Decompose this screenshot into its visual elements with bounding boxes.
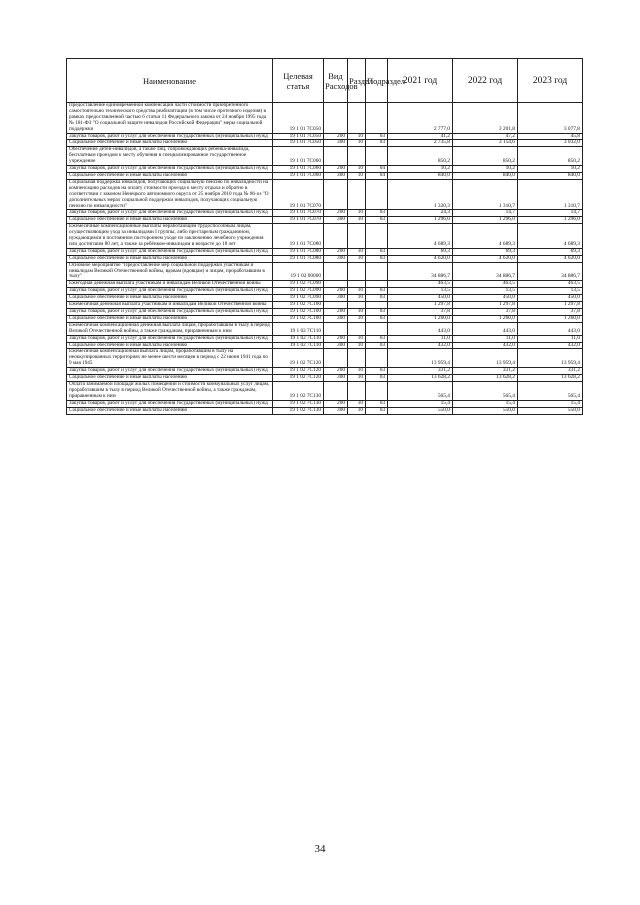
row-name: Ежемесячная компенсационная выплата лицам, проработавшим в тылу на неоккупированных территориях не менее шести месяцев в период с 22 июня 1941 года по 9 мая 1945 <box>67 349 273 368</box>
row-expense-kind: 300 <box>324 407 348 414</box>
row-value-2022: 565,4 <box>453 381 518 400</box>
row-name: Основное мероприятие "Предоставление мер социальной поддержки участникам и инвалидам Великой Отечественной войны, вдовам (вдовцам) и лицам, проработавшим в тылу" <box>67 262 273 281</box>
header-target-article: Целевая статья <box>273 59 324 103</box>
row-target-article: 19 1 02 7С120 <box>273 375 324 382</box>
row-subsection <box>366 103 388 134</box>
row-expense-kind: 300 <box>324 217 348 224</box>
row-name: Ежемесячная денежная выплата участникам и инвалидам Великой Отечественной войны <box>67 302 273 309</box>
row-value-2022: 37,8 <box>453 309 518 316</box>
row-section: 10 <box>348 217 366 224</box>
row-value-2023: 14,7 <box>518 210 583 217</box>
row-value-2022: 3 154,6 <box>453 140 518 147</box>
row-name: Обеспечение детей-инвалидов, а также лиц, сопровождающих ребёнка-инвалида, бесплатным проездом к месту обучения в специализированное государственное учреждение <box>67 147 273 166</box>
row-value-2023: 840,0 <box>518 172 583 179</box>
row-value-2021: 432,0 <box>388 342 453 349</box>
header-year-2022: 2022 год <box>453 59 518 103</box>
row-section <box>348 322 366 335</box>
row-expense-kind <box>324 147 348 166</box>
row-value-2021: 4 620,0 <box>388 255 453 262</box>
row-value-2021: 4 689,3 <box>388 224 453 249</box>
row-name: Закупка товаров, работ и услуг для обеспечения государственных (муниципальных) нужд <box>67 133 273 140</box>
row-section: 10 <box>348 400 366 407</box>
row-expense-kind: 200 <box>324 400 348 407</box>
row-subsection: 03 <box>366 342 388 349</box>
row-target-article: 19 1 02 7С100 <box>273 309 324 316</box>
row-expense-kind: 200 <box>324 288 348 295</box>
row-name: Социальное обеспечение и иные выплаты населению <box>67 217 273 224</box>
row-subsection <box>366 224 388 249</box>
row-target-article: 19 1 02 7С090 <box>273 281 324 288</box>
row-subsection: 03 <box>366 133 388 140</box>
row-value-2021: 37,8 <box>388 309 453 316</box>
row-value-2023: 69,3 <box>518 248 583 255</box>
row-expense-kind <box>324 179 348 210</box>
row-target-article: 19 1 02 00000 <box>273 262 324 281</box>
row-subsection <box>366 179 388 210</box>
row-expense-kind: 200 <box>324 368 348 375</box>
row-section: 10 <box>348 368 366 375</box>
header-subsection: Подраздел <box>366 59 388 103</box>
row-value-2022: 11,0 <box>453 335 518 342</box>
row-value-2022: 13 959,4 <box>453 349 518 368</box>
row-value-2023: 1 260,0 <box>518 315 583 322</box>
row-value-2022: 443,0 <box>453 322 518 335</box>
table-row <box>67 179 583 210</box>
row-subsection: 03 <box>366 309 388 316</box>
row-section: 10 <box>348 342 366 349</box>
row-value-2023: 3 077,8 <box>518 103 583 134</box>
row-value-2021: 13 959,4 <box>388 349 453 368</box>
row-expense-kind: 200 <box>324 309 348 316</box>
header-name: Наименование <box>67 59 273 103</box>
row-value-2023: 450,0 <box>518 295 583 302</box>
row-target-article: 19 1 02 7С130 <box>273 407 324 414</box>
row-value-2023: 13,5 <box>518 288 583 295</box>
row-target-article: 19 1 02 7С090 <box>273 288 324 295</box>
row-name: Оплата занимаемой площади жилых помещений и стоимости коммунальных услуг лицам, проработавшим в тылу в период Великой Отечественной войны, а также гражданам, приравненным к ним <box>67 381 273 400</box>
row-subsection: 03 <box>366 375 388 382</box>
table-row <box>67 103 583 134</box>
row-value-2023: 443,0 <box>518 322 583 335</box>
row-subsection <box>366 147 388 166</box>
header-year-2023: 2023 год <box>518 59 583 103</box>
row-value-2021: 13 628,2 <box>388 375 453 382</box>
row-value-2021: 2 735,8 <box>388 140 453 147</box>
row-value-2021: 11,0 <box>388 335 453 342</box>
row-value-2022: 840,0 <box>453 172 518 179</box>
row-value-2022: 1 297,8 <box>453 302 518 309</box>
row-target-article: 19 1 02 7С110 <box>273 335 324 342</box>
row-expense-kind: 300 <box>324 172 348 179</box>
row-target-article: 19 1 02 7С130 <box>273 381 324 400</box>
row-target-article: 19 1 01 7С050 <box>273 103 324 134</box>
row-section: 10 <box>348 295 366 302</box>
row-value-2021: 1 296,0 <box>388 217 453 224</box>
row-section: 10 <box>348 407 366 414</box>
table-row <box>67 349 583 368</box>
row-subsection <box>366 349 388 368</box>
row-section <box>348 381 366 400</box>
row-value-2023: 1 297,8 <box>518 302 583 309</box>
row-target-article: 19 1 02 7С100 <box>273 302 324 309</box>
row-target-article: 19 1 02 7С100 <box>273 315 324 322</box>
row-name: Ежегодная денежная выплата участникам и инвалидам Великой Отечественной войны <box>67 281 273 288</box>
row-section: 10 <box>348 309 366 316</box>
row-section <box>348 224 366 249</box>
row-value-2021: 24,3 <box>388 210 453 217</box>
row-value-2023: 4 689,3 <box>518 224 583 249</box>
row-name: Социальное обеспечение и иные выплаты населению <box>67 255 273 262</box>
row-section <box>348 262 366 281</box>
row-value-2022: 432,0 <box>453 342 518 349</box>
row-expense-kind: 200 <box>324 133 348 140</box>
row-name: Социальное обеспечение и иные выплаты населению <box>67 295 273 302</box>
row-subsection <box>366 322 388 335</box>
row-name: Закупка товаров, работ и услуг для обеспечения государственных (муниципальных) нужд <box>67 335 273 342</box>
row-value-2021: 565,4 <box>388 381 453 400</box>
row-name: Ежемесячные компенсационные выплаты неработающим трудоспособным лицам, осуществляющим уход за инвалидами I группы, либо престарелым гражданином, нуждающимся в постоянном постороннем уходе по заключению лечебного учреждения или достигшим 80 лет, а также за ребёнком-инвалидом в возрасте до 18 лет <box>67 224 273 249</box>
row-section: 10 <box>348 140 366 147</box>
row-name: Закупка товаров, работ и услуг для обеспечения государственных (муниципальных) нужд <box>67 248 273 255</box>
row-value-2021: 463,5 <box>388 281 453 288</box>
row-section: 10 <box>348 133 366 140</box>
row-subsection <box>366 262 388 281</box>
row-subsection: 03 <box>366 210 388 217</box>
table-row <box>67 147 583 166</box>
row-expense-kind: 300 <box>324 255 348 262</box>
row-section: 10 <box>348 335 366 342</box>
row-value-2022: 450,0 <box>453 295 518 302</box>
row-value-2023: 550,0 <box>518 407 583 414</box>
row-value-2021: 34 886,7 <box>388 262 453 281</box>
row-target-article: 19 1 02 7С120 <box>273 349 324 368</box>
row-target-article: 19 1 01 7С050 <box>273 133 324 140</box>
row-value-2021: 10,2 <box>388 166 453 173</box>
table-header-row <box>67 59 583 103</box>
row-section: 10 <box>348 288 366 295</box>
row-value-2021: 1 260,0 <box>388 315 453 322</box>
row-target-article: 19 1 02 7С130 <box>273 400 324 407</box>
row-name: Социальное обеспечение и иные выплаты населению <box>67 172 273 179</box>
row-name: Предоставление единовременной компенсации части стоимости приобретенного самостоятельно технического средства реабилитации (в том числе протезного изделия) в рамках предоставленной частью 6 статьи 11 Федерального закона от 24 ноября 1995 года № 181-ФЗ "О социальной защите инвалидов Российской Федерации" меры социальной поддержки <box>67 103 273 134</box>
row-subsection: 03 <box>366 315 388 322</box>
row-name: Закупка товаров, работ и услуг для обеспечения государственных (муниципальных) нужд <box>67 400 273 407</box>
row-section: 10 <box>348 315 366 322</box>
row-subsection: 03 <box>366 288 388 295</box>
row-value-2023: 13 628,2 <box>518 375 583 382</box>
row-expense-kind <box>324 224 348 249</box>
row-value-2023: 15,4 <box>518 400 583 407</box>
header-year-2021: 2021 год <box>388 59 453 103</box>
row-value-2021: 2 777,0 <box>388 103 453 134</box>
header-section: Раздел <box>348 59 366 103</box>
row-section <box>348 179 366 210</box>
row-value-2022: 1 260,0 <box>453 315 518 322</box>
row-value-2022: 1 310,7 <box>453 179 518 210</box>
row-value-2022: 331,2 <box>453 368 518 375</box>
budget-table-sheet <box>66 58 582 415</box>
row-value-2022: 69,3 <box>453 248 518 255</box>
row-subsection: 03 <box>366 248 388 255</box>
row-target-article: 19 1 01 7С080 <box>273 255 324 262</box>
row-value-2023: 463,5 <box>518 281 583 288</box>
row-name: Ежемесячная компенсационная денежная выплата лицам, проработавшим в тылу в период Великой Отечественной войны, а также гражданам, приравненным к ним <box>67 322 273 335</box>
row-target-article: 19 1 01 7С080 <box>273 248 324 255</box>
row-value-2021: 13,5 <box>388 288 453 295</box>
row-value-2021: 1 297,8 <box>388 302 453 309</box>
row-name: Закупка товаров, работ и услуг для обеспечения государственных (муниципальных) нужд <box>67 166 273 173</box>
page-number: 34 <box>314 843 326 855</box>
row-value-2022: 850,2 <box>453 147 518 166</box>
row-subsection: 03 <box>366 217 388 224</box>
row-expense-kind <box>324 322 348 335</box>
row-name: Закупка товаров, работ и услуг для обеспечения государственных (муниципальных) нужд <box>67 288 273 295</box>
row-target-article: 19 1 02 7С110 <box>273 342 324 349</box>
row-value-2022: 550,0 <box>453 407 518 414</box>
row-value-2023: 850,2 <box>518 147 583 166</box>
row-target-article: 19 1 02 7С120 <box>273 368 324 375</box>
row-section: 10 <box>348 255 366 262</box>
row-target-article: 19 1 01 7С070 <box>273 210 324 217</box>
row-value-2022: 4 620,0 <box>453 255 518 262</box>
row-value-2023: 10,2 <box>518 166 583 173</box>
row-target-article: 19 1 01 7С070 <box>273 217 324 224</box>
row-value-2022: 10,2 <box>453 166 518 173</box>
row-name: Социальное обеспечение и иные выплаты населению <box>67 342 273 349</box>
row-value-2021: 450,0 <box>388 295 453 302</box>
row-expense-kind: 200 <box>324 166 348 173</box>
row-value-2023: 1 296,0 <box>518 217 583 224</box>
row-expense-kind: 200 <box>324 335 348 342</box>
table-row <box>67 262 583 281</box>
row-value-2022: 47,2 <box>453 133 518 140</box>
row-expense-kind <box>324 262 348 281</box>
row-value-2023: 34 886,7 <box>518 262 583 281</box>
row-target-article: 19 1 01 7С080 <box>273 224 324 249</box>
row-value-2022: 4 689,3 <box>453 224 518 249</box>
row-value-2021: 850,2 <box>388 147 453 166</box>
row-target-article: 19 1 01 7С070 <box>273 179 324 210</box>
row-subsection: 03 <box>366 400 388 407</box>
row-section <box>348 103 366 134</box>
row-value-2021: 840,0 <box>388 172 453 179</box>
row-value-2022: 463,5 <box>453 281 518 288</box>
row-value-2021: 69,3 <box>388 248 453 255</box>
table-row <box>67 224 583 249</box>
row-subsection: 03 <box>366 295 388 302</box>
row-section: 10 <box>348 248 366 255</box>
row-name: Закупка товаров, работ и услуг для обеспечения государственных (муниципальных) нужд <box>67 210 273 217</box>
row-value-2023: 565,4 <box>518 381 583 400</box>
row-value-2022: 14,7 <box>453 210 518 217</box>
row-section <box>348 147 366 166</box>
row-value-2022: 13 628,2 <box>453 375 518 382</box>
row-expense-kind: 200 <box>324 248 348 255</box>
row-target-article: 19 1 01 7С060 <box>273 166 324 173</box>
row-name: Социальное обеспечение и иные выплаты населению <box>67 315 273 322</box>
row-value-2022: 34 886,7 <box>453 262 518 281</box>
row-name: Социальное обеспечение и иные выплаты населению <box>67 140 273 147</box>
row-expense-kind: 300 <box>324 315 348 322</box>
row-expense-kind: 300 <box>324 295 348 302</box>
row-subsection: 04 <box>366 172 388 179</box>
row-value-2023: 4 620,0 <box>518 255 583 262</box>
row-value-2022: 1 296,0 <box>453 217 518 224</box>
row-expense-kind: 300 <box>324 342 348 349</box>
row-value-2023: 13 959,4 <box>518 349 583 368</box>
row-section: 10 <box>348 210 366 217</box>
row-target-article: 19 1 01 7С060 <box>273 172 324 179</box>
table-row <box>67 381 583 400</box>
row-value-2021: 41,2 <box>388 133 453 140</box>
row-subsection: 03 <box>366 140 388 147</box>
row-subsection: 03 <box>366 407 388 414</box>
row-value-2023: 432,0 <box>518 342 583 349</box>
row-target-article: 19 1 01 7С050 <box>273 140 324 147</box>
row-value-2021: 15,4 <box>388 400 453 407</box>
row-value-2023: 331,2 <box>518 368 583 375</box>
row-value-2023: 3 032,0 <box>518 140 583 147</box>
row-value-2023: 45,8 <box>518 133 583 140</box>
row-target-article: 19 1 02 7С110 <box>273 322 324 335</box>
row-expense-kind <box>324 103 348 134</box>
row-value-2021: 331,2 <box>388 368 453 375</box>
row-name: Социальное обеспечение и иные выплаты населению <box>67 407 273 414</box>
row-value-2023: 1 310,7 <box>518 179 583 210</box>
row-subsection: 03 <box>366 368 388 375</box>
row-value-2023: 37,8 <box>518 309 583 316</box>
row-value-2021: 1 320,3 <box>388 179 453 210</box>
row-target-article: 19 1 01 7С060 <box>273 147 324 166</box>
row-expense-kind: 300 <box>324 140 348 147</box>
row-value-2021: 550,0 <box>388 407 453 414</box>
row-value-2022: 15,4 <box>453 400 518 407</box>
row-expense-kind <box>324 349 348 368</box>
row-name: Закупка товаров, работ и услуг для обеспечения государственных (муниципальных) нужд <box>67 309 273 316</box>
header-expense-kind: Вид Расходов <box>324 59 348 103</box>
row-value-2021: 443,0 <box>388 322 453 335</box>
table-row <box>67 335 583 342</box>
table-row <box>67 322 583 335</box>
row-expense-kind: 300 <box>324 375 348 382</box>
row-expense-kind: 200 <box>324 210 348 217</box>
row-section: 10 <box>348 166 366 173</box>
row-subsection: 03 <box>366 255 388 262</box>
row-section: 10 <box>348 375 366 382</box>
row-expense-kind <box>324 381 348 400</box>
row-target-article: 19 1 02 7С090 <box>273 295 324 302</box>
row-subsection: 04 <box>366 166 388 173</box>
table-body <box>67 103 583 415</box>
row-name: Закупка товаров, работ и услуг для обеспечения государственных (муниципальных) нужд <box>67 368 273 375</box>
row-section: 10 <box>348 172 366 179</box>
table-row <box>67 407 583 414</box>
row-subsection: 03 <box>366 335 388 342</box>
budget-table <box>66 58 583 415</box>
row-section <box>348 349 366 368</box>
row-value-2022: 3 201,8 <box>453 103 518 134</box>
row-value-2023: 11,0 <box>518 335 583 342</box>
row-value-2022: 13,5 <box>453 288 518 295</box>
row-subsection <box>366 381 388 400</box>
row-name: Социальная поддержка инвалидов, получающих социальную пенсию по инвалидности на компенсацию расходов на оплату стоимости проезда к месту отдыха и обратно в соответствии с законом Ненецкого автономного округа от 25 ноября 2010 года № 86-оз "О дополнительных мерах социальной поддержки инвалидов, получающих социальную пенсию по инвалидности" <box>67 179 273 210</box>
row-name: Социальное обеспечение и иные выплаты населению <box>67 375 273 382</box>
